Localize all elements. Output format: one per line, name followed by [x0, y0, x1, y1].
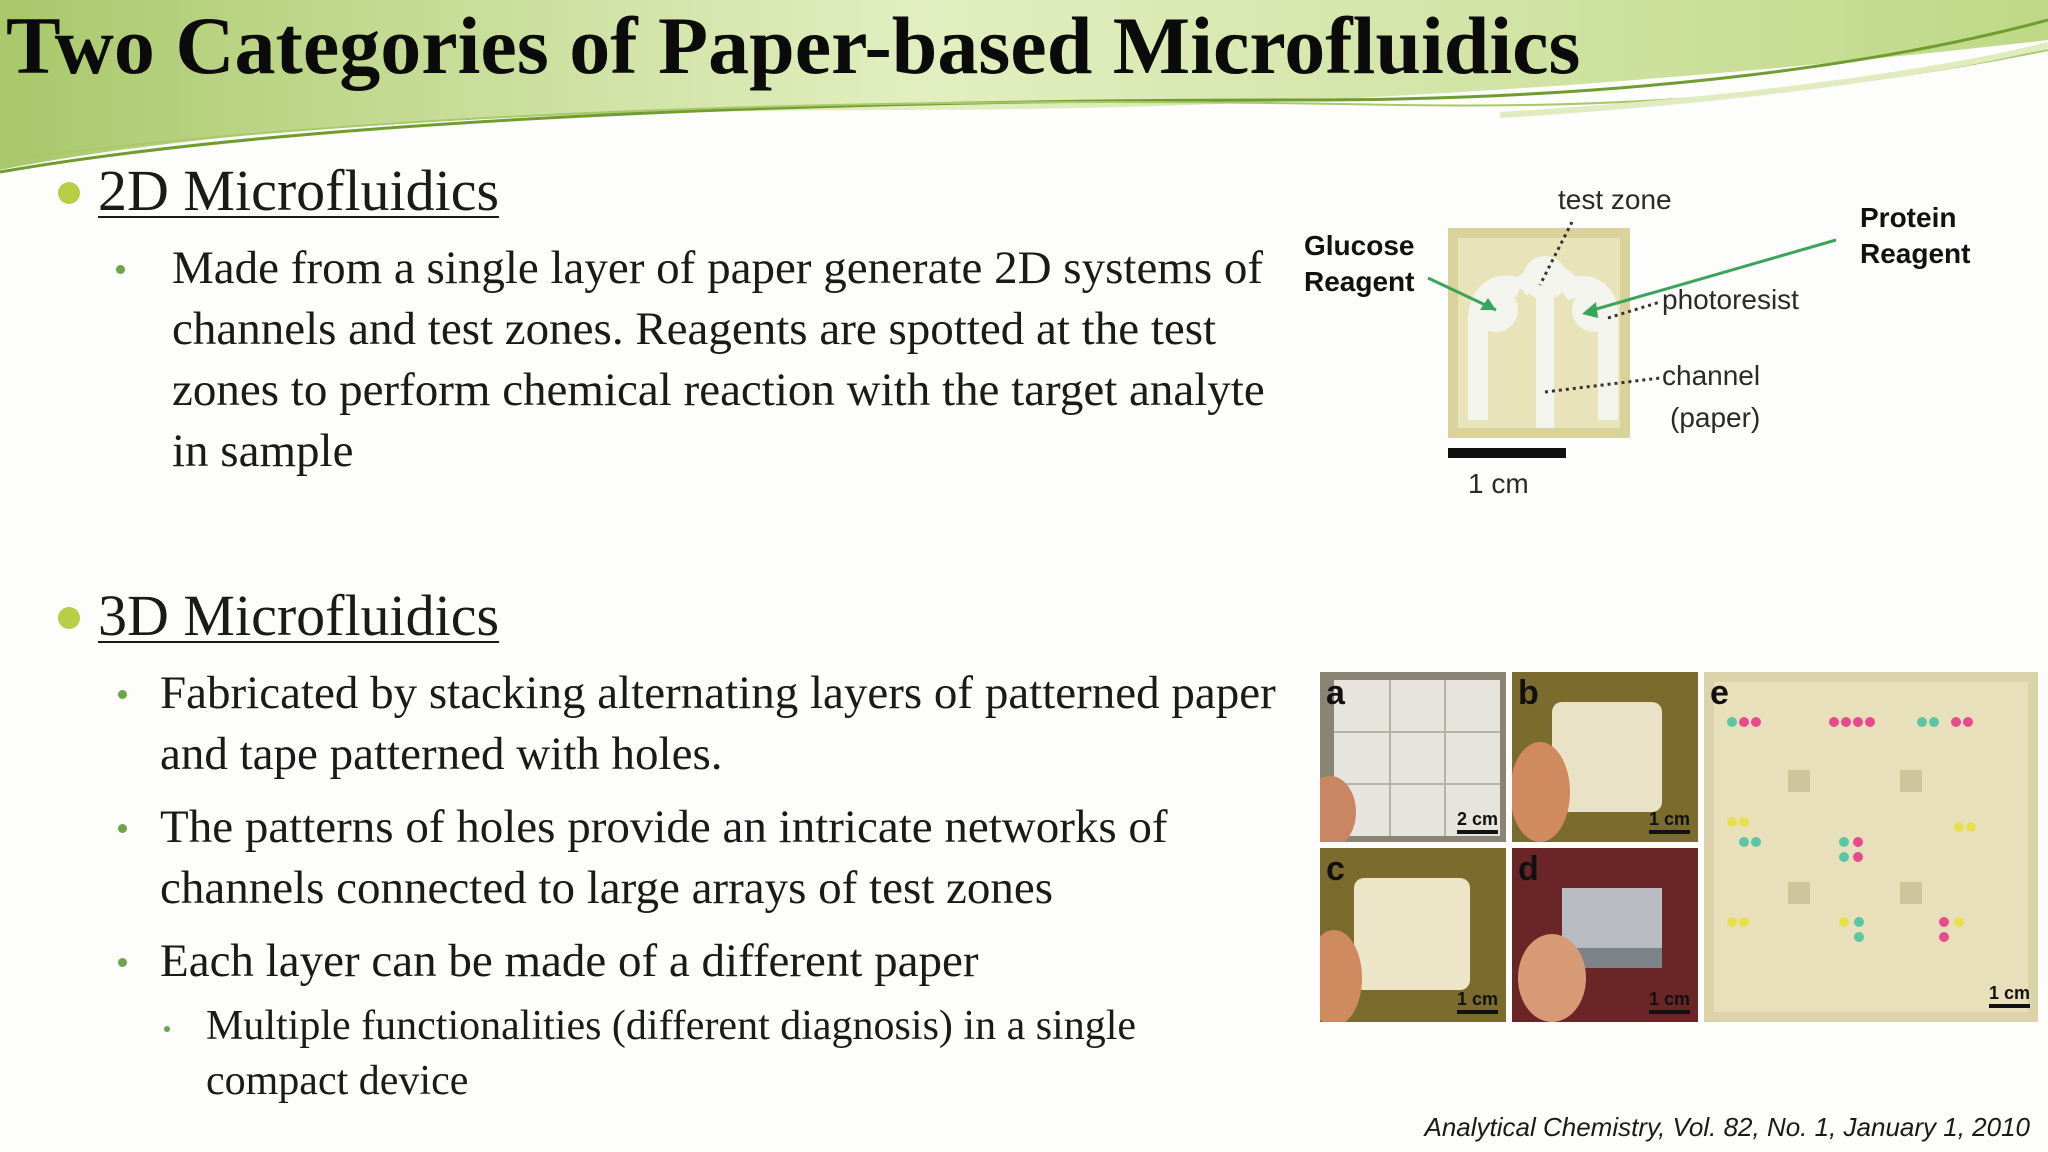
bullet-3d-text-2: The patterns of holes provide an intricate networks of channels connected to large arrays of test zones [160, 801, 1168, 914]
bullet-dot-2d [58, 182, 80, 204]
panel-d-label: d [1518, 850, 1539, 888]
bullet-2d-text: Made from a single layer of paper generate 2D systems of channels and test zones. Reagents are spotted at the test zones to perform chemical reaction with the target analyte in sample [172, 242, 1265, 477]
label-scale-1cm: 1 cm [1468, 468, 1529, 499]
panel-c-scale: 1 cm [1457, 989, 1498, 1014]
panel-d-scale: 1 cm [1649, 989, 1690, 1014]
panel-c [1320, 848, 1506, 1022]
subbullet-dot [118, 958, 127, 967]
panel-b-scale: 1 cm [1649, 809, 1690, 834]
subbullet-dot [118, 824, 127, 833]
label-paper: (paper) [1670, 402, 1761, 433]
heading-3d: 3D Microfluidics [98, 583, 500, 648]
subbullet-dot [116, 265, 125, 274]
label-glucose-line-1: Glucose [1304, 230, 1415, 261]
label-protein-line-1: Protein [1860, 202, 1957, 233]
panel-b [1512, 672, 1698, 842]
bullet-3d-text-1: Fabricated by stacking alternating layers of patterned paper and tape patterned with holes. [160, 667, 1276, 780]
panel-d [1512, 848, 1698, 1022]
subbullet-dot [118, 690, 127, 699]
panel-a-label: a [1326, 674, 1345, 712]
panel-a [1320, 672, 1506, 842]
label-channel: channel [1662, 360, 1761, 391]
citation: Analytical Chemistry, Vol. 82, No. 1, January 1, 2010 [1424, 1112, 2030, 1142]
slide-title: Two Categories of Paper-based Microfluidics [6, 0, 1581, 91]
label-glucose-line-2: Reagent [1304, 266, 1415, 297]
bullet-dot-3d [58, 607, 80, 629]
figure-3d-devices [1320, 672, 2038, 1022]
label-protein-line-2: Reagent [1860, 238, 1971, 269]
subbullet-dot-level3 [164, 1026, 170, 1032]
panel-e [1704, 672, 2038, 1022]
label-test-zone: test zone [1558, 184, 1672, 215]
panel-e-photo [1704, 672, 2038, 1022]
label-photoresist: photoresist [1662, 284, 1799, 315]
panel-e-label: e [1710, 674, 1729, 712]
heading-2d: 2D Microfluidics [98, 158, 500, 223]
panel-a-scale: 2 cm [1457, 809, 1498, 834]
subbullet-3d-text: Multiple functionalities (different diagnosis) in a single compact device [206, 1003, 1137, 1104]
panel-b-label: b [1518, 674, 1539, 712]
figure-2d-device [1290, 170, 2010, 520]
panel-c-label: c [1326, 850, 1345, 888]
panel-e-scale: 1 cm [1989, 983, 2030, 1008]
bullet-3d-text-3: Each layer can be made of a different paper [160, 935, 979, 987]
